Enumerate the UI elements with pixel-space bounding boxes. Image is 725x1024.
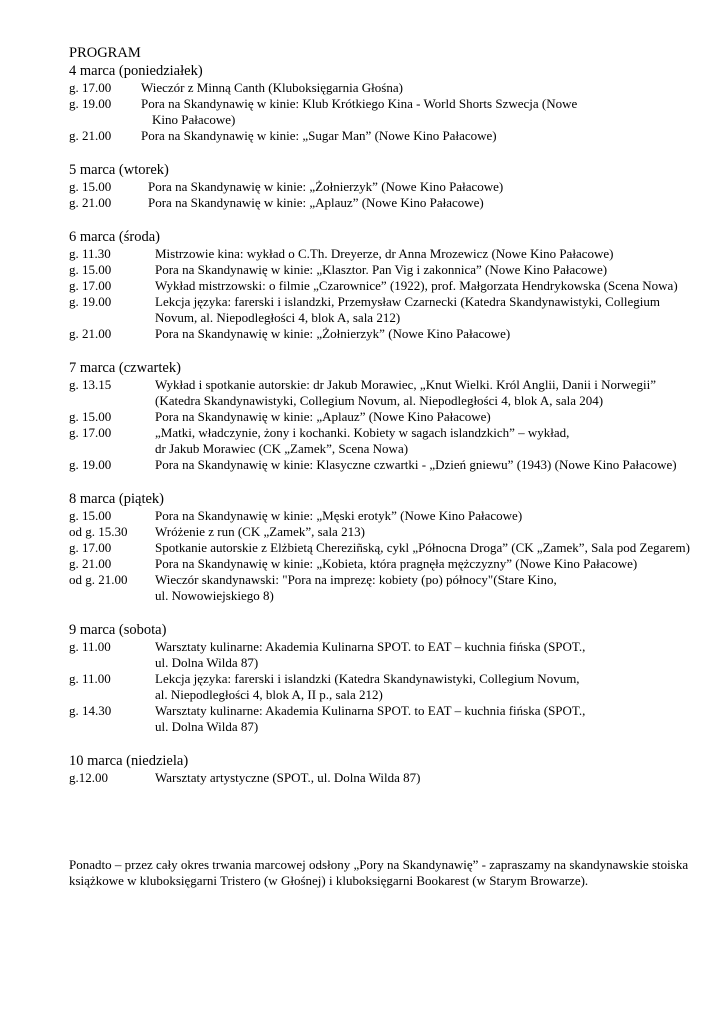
event-time: g. 19.00 bbox=[69, 96, 112, 111]
day-title: 4 marca (poniedziałek) bbox=[69, 63, 203, 79]
event-time: g. 21.00 bbox=[69, 556, 112, 571]
day-title: 8 marca (piątek) bbox=[69, 491, 165, 507]
event-time: g. 15.00 bbox=[69, 262, 112, 277]
event-row bbox=[69, 770, 699, 786]
event-row bbox=[69, 409, 699, 425]
day-section bbox=[69, 359, 699, 473]
event-text: Wieczór z Minną Canth (Kluboksięgarnia Głośna) bbox=[141, 80, 403, 95]
event-text-continuation: ul. Dolna Wilda 87) bbox=[155, 719, 259, 734]
event-row bbox=[69, 326, 699, 342]
event-time: g. 17.00 bbox=[69, 80, 112, 95]
event-time: g. 11.30 bbox=[69, 246, 111, 261]
day-title: 10 marca (niedziela) bbox=[69, 753, 189, 769]
event-text: Warsztaty kulinarne: Akademia Kulinarna SPOT. to EAT – kuchnia fińska (SPOT., bbox=[155, 703, 586, 718]
event-text: Pora na Skandynawię w kinie: „Sugar Man” (Nowe Kino Pałacowe) bbox=[141, 128, 497, 143]
event-time: g. 21.00 bbox=[69, 326, 112, 341]
event-description bbox=[155, 671, 699, 703]
day-section bbox=[69, 621, 699, 735]
event-text: „Matki, władczynie, żony i kochanki. Kobiety w sagach islandzkich” – wykład, bbox=[155, 425, 570, 440]
event-row bbox=[69, 262, 699, 278]
event-text: Wieczór skandynawski: "Pora na imprezę: kobiety (po) północy"(Stare Kino, bbox=[155, 572, 557, 587]
event-text: Pora na Skandynawię w kinie: „Żołnierzyk” (Nowe Kino Pałacowe) bbox=[148, 179, 504, 194]
event-row bbox=[69, 179, 699, 195]
day-section bbox=[69, 62, 699, 144]
event-text: Pora na Skandynawię w kinie: „Aplauz” (Nowe Kino Pałacowe) bbox=[148, 195, 484, 210]
event-text: Warsztaty kulinarne: Akademia Kulinarna SPOT. to EAT – kuchnia fińska (SPOT., bbox=[155, 639, 586, 654]
event-row bbox=[69, 128, 699, 144]
event-row bbox=[69, 377, 699, 409]
event-text: Wykład mistrzowski: o filmie „Czarownice” (1922), prof. Małgorzata Hendrykowska (Scena Nowa) bbox=[155, 278, 678, 293]
event-row bbox=[69, 425, 699, 457]
event-time: g.12.00 bbox=[69, 770, 108, 785]
event-row bbox=[69, 639, 699, 671]
event-time: g. 15.00 bbox=[69, 179, 112, 194]
event-text: Pora na Skandynawię w kinie: Klasyczne czwartki - „Dzień gniewu” (1943) (Nowe Kino Pałacowe) bbox=[155, 457, 677, 472]
event-text: Lekcja języka: farerski i islandzki, Przemysław Czarnecki (Katedra Skandynawistyki, Collegium Novum, al. Niepodległości 4, blok A, sala 212) bbox=[155, 294, 661, 325]
event-time: g. 17.00 bbox=[69, 278, 112, 293]
event-text-continuation: ul. Dolna Wilda 87) bbox=[155, 655, 259, 670]
event-row bbox=[69, 524, 699, 540]
event-time: g. 14.30 bbox=[69, 703, 112, 718]
event-text: Pora na Skandynawię w kinie: „Żołnierzyk” (Nowe Kino Pałacowe) bbox=[155, 326, 511, 341]
day-section bbox=[69, 752, 699, 786]
event-time: g. 13.15 bbox=[69, 377, 112, 392]
program-document bbox=[69, 44, 699, 803]
event-text-continuation: dr Jakub Morawiec (CK „Zamek”, Scena Nowa) bbox=[155, 441, 409, 456]
event-text: Pora na Skandynawię w kinie: „Klasztor. Pan Vig i zakonnica” (Nowe Kino Pałacowe) bbox=[155, 262, 608, 277]
day-section bbox=[69, 228, 699, 342]
event-row bbox=[69, 294, 699, 326]
event-row bbox=[69, 540, 699, 556]
event-time: od g. 15.30 bbox=[69, 524, 128, 539]
event-text: Wykład i spotkanie autorskie: dr Jakub Morawiec, „Knut Wielki. Król Anglii, Danii i Norwegii” (Katedra Skandynawistyki, Collegium Novum, al. Niepodległości 4, blok A, sala 204) bbox=[155, 377, 657, 408]
event-row bbox=[69, 572, 699, 604]
program-title: PROGRAM bbox=[69, 45, 141, 61]
day-title: 5 marca (wtorek) bbox=[69, 162, 169, 178]
event-row bbox=[69, 246, 699, 262]
event-time: g. 21.00 bbox=[69, 195, 112, 210]
event-text-continuation: al. Niepodległości 4, blok A, II p., sala 212) bbox=[155, 687, 383, 702]
event-row bbox=[69, 80, 699, 96]
event-text-continuation: ul. Nowowiejskiego 8) bbox=[155, 588, 274, 603]
event-time: g. 17.00 bbox=[69, 425, 112, 440]
event-time: g. 21.00 bbox=[69, 128, 112, 143]
event-text: Pora na Skandynawię w kinie: „Aplauz” (Nowe Kino Pałacowe) bbox=[155, 409, 491, 424]
event-text-continuation: Kino Pałacowe) bbox=[152, 112, 236, 127]
day-section bbox=[69, 161, 699, 211]
day-section bbox=[69, 490, 699, 604]
event-description bbox=[155, 572, 699, 604]
footer-note: Ponadto – przez cały okres trwania marcowej odsłony „Pory na Skandynawię” - zapraszamy na skandynawskie stoiska książkowe w kluboksięgarni Tristero (w Głośnej) i kluboksięgarni Bookarest (w Starym Browarze). bbox=[69, 857, 689, 888]
event-text: Warsztaty artystyczne (SPOT., ul. Dolna Wilda 87) bbox=[155, 770, 421, 785]
event-text: Pora na Skandynawię w kinie: „Męski erotyk” (Nowe Kino Pałacowe) bbox=[155, 508, 523, 523]
event-row bbox=[69, 671, 699, 703]
event-text: Spotkanie autorskie z Elżbietą Chereziñską, cykl „Północna Droga” (CK „Zamek”, Sala pod Zegarem) bbox=[155, 540, 690, 555]
event-row bbox=[69, 703, 699, 735]
event-time: g. 11.00 bbox=[69, 671, 111, 686]
event-time: g. 15.00 bbox=[69, 508, 112, 523]
event-description bbox=[155, 703, 699, 735]
event-row bbox=[69, 96, 699, 128]
event-row bbox=[69, 195, 699, 211]
day-title: 9 marca (sobota) bbox=[69, 622, 167, 638]
event-time: g. 19.00 bbox=[69, 294, 112, 309]
event-time: g. 17.00 bbox=[69, 540, 112, 555]
event-row bbox=[69, 278, 699, 294]
event-description bbox=[155, 639, 699, 671]
event-time: od g. 21.00 bbox=[69, 572, 128, 587]
event-time: g. 15.00 bbox=[69, 409, 112, 424]
event-text: Mistrzowie kina: wykład o C.Th. Dreyerze, dr Anna Mrozewicz (Nowe Kino Pałacowe) bbox=[155, 246, 614, 261]
event-time: g. 19.00 bbox=[69, 457, 112, 472]
event-time: g. 11.00 bbox=[69, 639, 111, 654]
event-text: Pora na Skandynawię w kinie: „Kobieta, która pragnęła mężczyzny” (Nowe Kino Pałacowe) bbox=[155, 556, 638, 571]
event-row bbox=[69, 508, 699, 524]
event-text: Lekcja języka: farerski i islandzki (Katedra Skandynawistyki, Collegium Novum, bbox=[155, 671, 580, 686]
event-text: Pora na Skandynawię w kinie: Klub Krótkiego Kina - World Shorts Szwecja (Nowe bbox=[141, 96, 578, 111]
event-row bbox=[69, 457, 699, 473]
event-row bbox=[69, 556, 699, 572]
event-text: Wróżenie z run (CK „Zamek”, sala 213) bbox=[155, 524, 365, 539]
event-description bbox=[141, 96, 699, 128]
day-title: 6 marca (środa) bbox=[69, 229, 160, 245]
event-description bbox=[155, 425, 699, 457]
day-title: 7 marca (czwartek) bbox=[69, 360, 181, 376]
